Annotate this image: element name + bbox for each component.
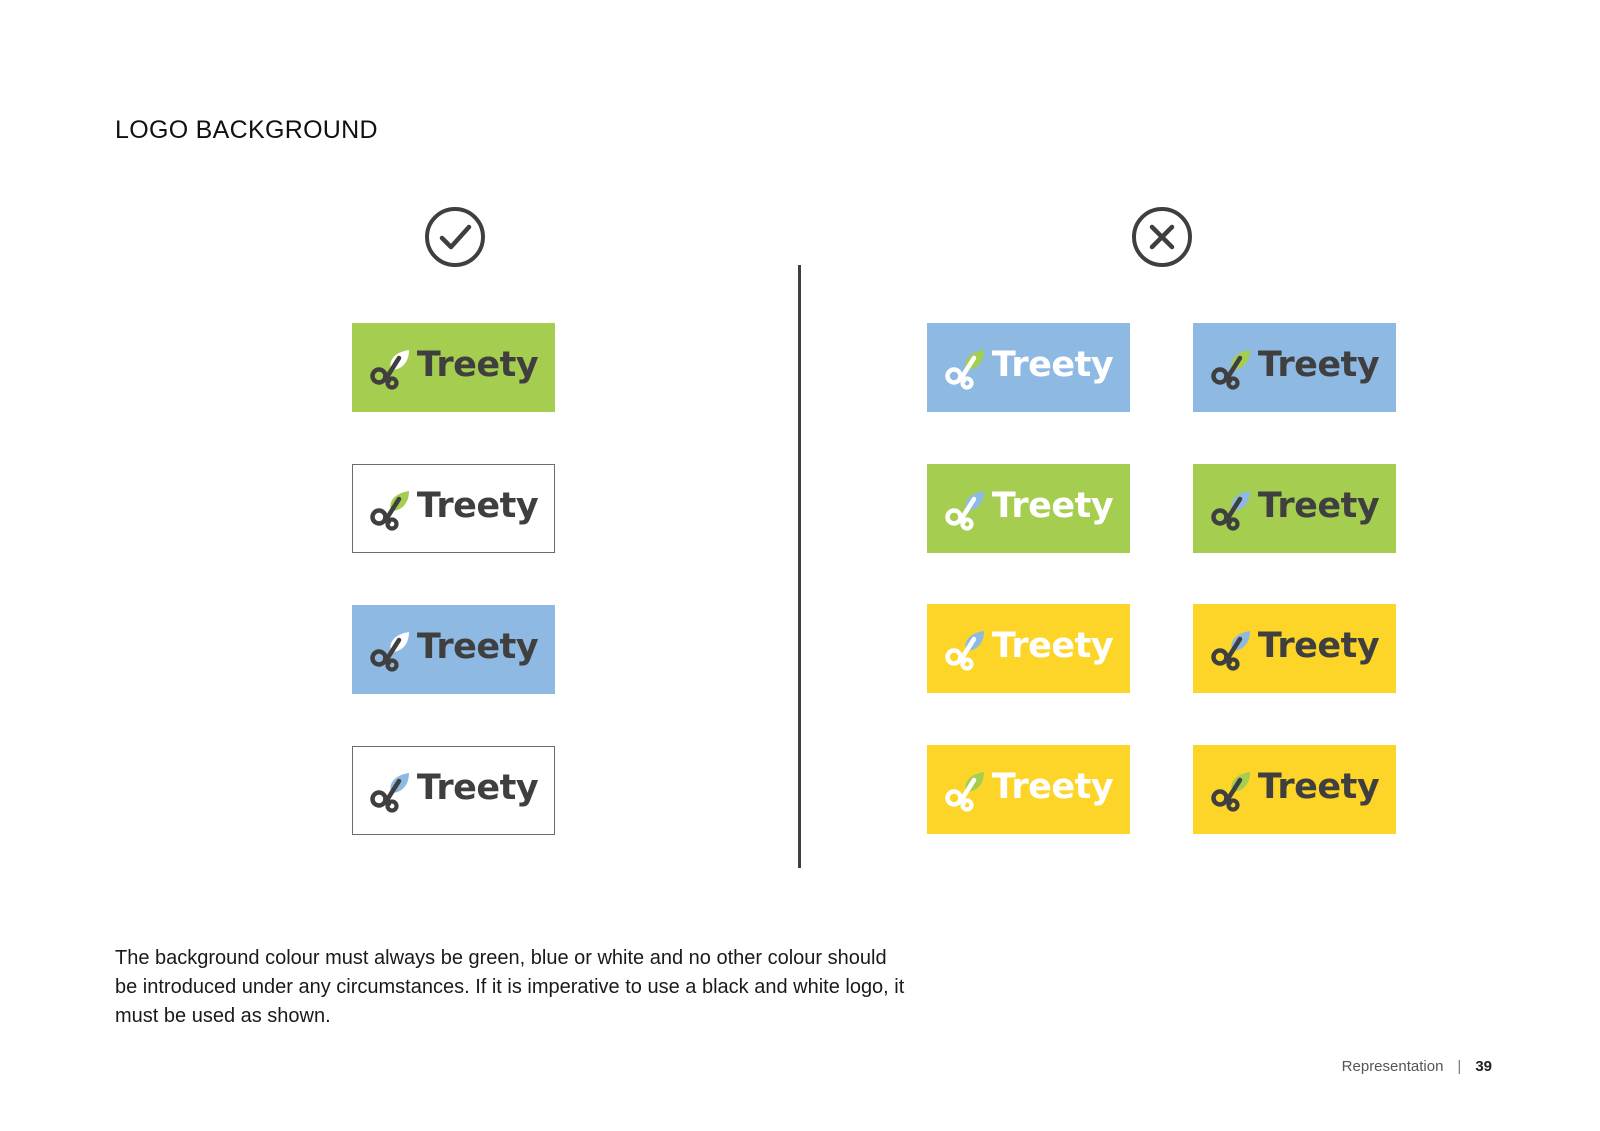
logo-wordmark: Treety [416,627,539,667]
correct-logo-card [352,746,555,835]
logo-wordmark: Treety [1257,767,1380,807]
page-footer [1342,1058,1492,1075]
logo-wordmark: Treety [1257,486,1380,526]
tree-logo-icon [369,346,411,390]
treety-logo [369,346,538,390]
description-text: The background colour must always be green, blue or white and no other colour should be introduced under any circumstances. If it is imperative to use a black and white logo, it must be used as shown. [115,947,905,1027]
treety-logo [369,769,538,813]
column-divider [798,265,801,868]
tree-logo-icon [1210,487,1252,531]
logo-wordmark: Treety [991,767,1114,807]
treety-logo [944,487,1113,531]
incorrect-logo-card [1193,323,1396,412]
logo-wordmark: Treety [1257,626,1380,666]
logo-wordmark: Treety [416,486,539,526]
tree-logo-icon [1210,346,1252,390]
tree-logo-icon [1210,768,1252,812]
incorrect-logo-card [927,464,1130,553]
logo-wordmark: Treety [991,486,1114,526]
treety-logo [1210,487,1379,531]
incorrect-logo-card [927,745,1130,834]
logo-wordmark: Treety [991,345,1114,385]
tree-logo-icon [944,627,986,671]
logo-wordmark: Treety [416,345,539,385]
page-number: 39 [1475,1058,1492,1075]
correct-logo-card [352,464,555,553]
tree-logo-icon [944,487,986,531]
treety-logo [944,768,1113,812]
tree-logo-icon [944,768,986,812]
logo-wordmark: Treety [1257,345,1380,385]
incorrect-logo-card [927,323,1130,412]
correct-logo-card [352,323,555,412]
incorrect-logo-card [927,604,1130,693]
tree-logo-icon [369,628,411,672]
tree-logo-icon [944,346,986,390]
treety-logo [944,346,1113,390]
treety-logo [1210,346,1379,390]
x-circle-icon [1131,206,1193,268]
incorrect-logo-card [1193,464,1396,553]
treety-logo [944,627,1113,671]
treety-logo [369,487,538,531]
footer-separator: | [1457,1058,1462,1075]
tree-logo-icon [369,487,411,531]
treety-logo [369,628,538,672]
tree-logo-icon [369,769,411,813]
page-title: LOGO BACKGROUND [115,116,378,144]
treety-logo [1210,768,1379,812]
incorrect-logo-card [1193,745,1396,834]
tree-logo-icon [1210,627,1252,671]
incorrect-logo-card [1193,604,1396,693]
footer-section: Representation [1341,1058,1444,1075]
correct-logo-card [352,605,555,694]
check-circle-icon [424,206,486,268]
logo-wordmark: Treety [416,768,539,808]
treety-logo [1210,627,1379,671]
logo-wordmark: Treety [991,626,1114,666]
